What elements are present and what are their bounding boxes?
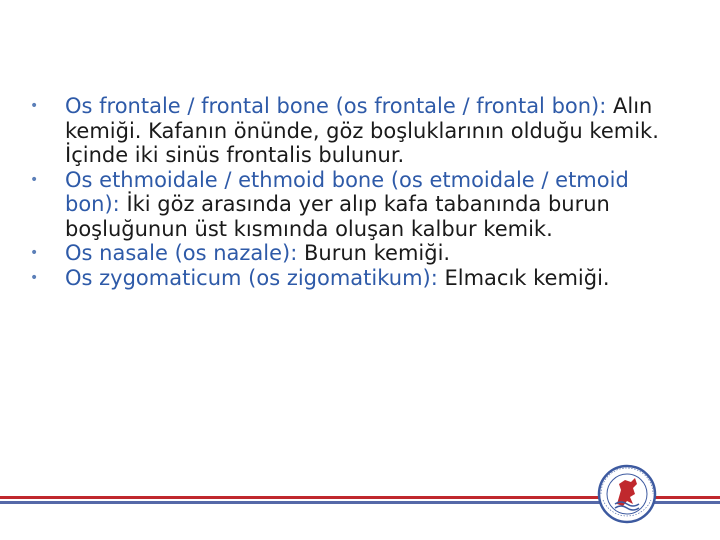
bullet-description: Elmacık kemiği. [437, 265, 610, 290]
bullet-term: Os frontale / frontal bone (os frontale / frontal bon): [65, 94, 607, 118]
bullet-icon: • [30, 98, 39, 114]
bullet-list [30, 94, 680, 290]
list-item [30, 168, 680, 242]
list-item [30, 241, 680, 266]
list-item [30, 266, 680, 291]
bullet-term: Os zygomaticum (os zigomatikum): [65, 265, 438, 290]
bullet-icon: • [30, 245, 39, 261]
bullet-icon: • [30, 269, 39, 286]
bullet-description: Burun kemiği. [297, 241, 451, 265]
bullet-term: Os ethmoidale / ethmoid bone (os etmoidale / etmoid bon): [65, 167, 629, 216]
bullet-term: Os nasale (os nazale): [65, 241, 298, 265]
bullet-description: İki göz arasında yer alıp kafa tabanında burun boşluğunun üst kısmında oluşan kalbur kemik. [65, 192, 610, 241]
bullet-description: Alın kemiği. Kafanın önünde, göz boşluklarının olduğu kemik. İçinde iki sinüs frontalis bulunur. [65, 94, 659, 167]
list-item [30, 94, 680, 168]
bullet-icon: • [30, 171, 39, 188]
university-seal-icon [597, 464, 657, 524]
